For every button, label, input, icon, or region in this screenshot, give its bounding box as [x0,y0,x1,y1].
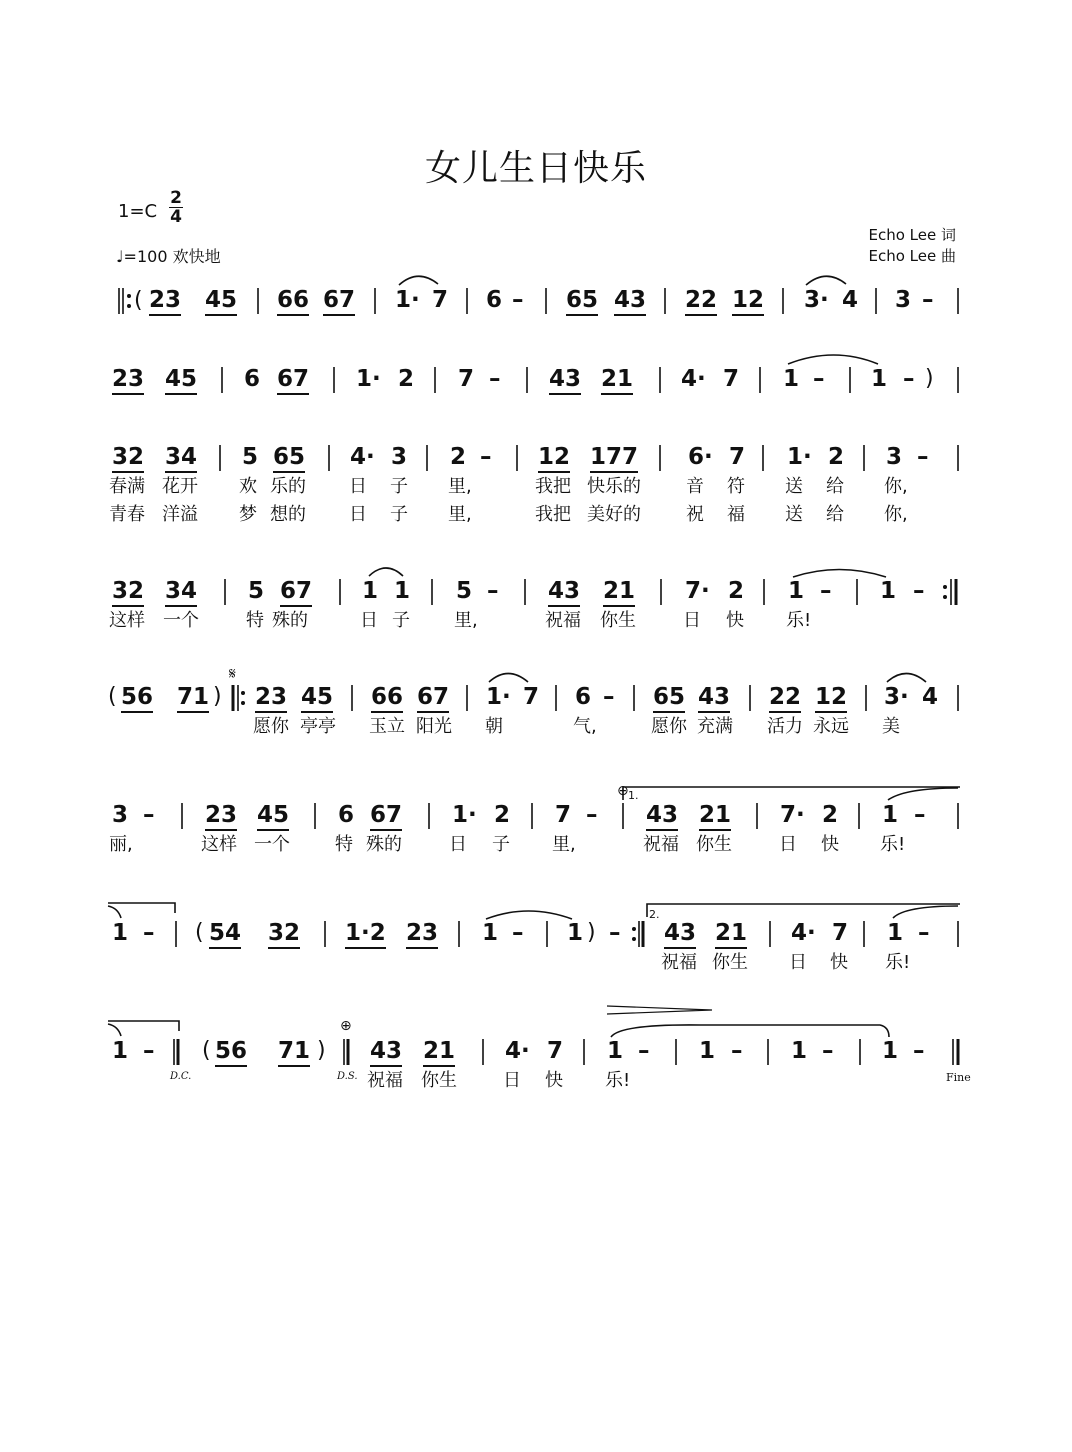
note-group: 22 [769,686,801,713]
lyric-word: 祝 [686,504,704,525]
note-group: – [638,1038,650,1064]
lyric-word: 子 [390,504,408,525]
lyric-word: 快 [830,952,848,973]
lyric-word: 气, [573,716,597,737]
note-group: 7 [729,444,746,470]
note-group: 56 [121,686,153,713]
lyric-word: 愿你 [651,716,687,737]
note-group: 43 [614,289,646,316]
note-group: 7 [723,366,740,392]
note-group: 21 [699,804,731,831]
note-group: 23 [406,922,438,949]
note-group: 4· [505,1038,530,1064]
note-group: – [914,802,926,828]
note-group: – [813,366,825,392]
note-group: 1· [787,444,812,470]
note-group: 1 [791,1038,808,1064]
lyric-word: 里, [448,476,472,497]
note-group: 7· [780,802,805,828]
note-group: – [913,578,925,604]
note-group: 2 [494,802,511,828]
lyric-word: 我把 [535,476,571,497]
note-group: 23 [149,289,181,316]
note-group: 7 [555,802,572,828]
note-group: – [489,366,501,392]
lyric-word: 日 [360,610,378,631]
lyric-word: 阳光 [416,716,452,737]
note-group: 7 [523,684,540,710]
lyric-word: 青春 [109,504,145,525]
coda-icon: ⊕ [340,1018,352,1034]
lyric-word: 美好的 [587,504,641,525]
note-group: 1 [394,578,411,604]
note-group: 65 [566,289,598,316]
note-group: 71 [177,686,209,713]
lyric-word: 送 [785,476,803,497]
lyric-word: 快 [726,610,744,631]
lyric-word: 日 [349,504,367,525]
note-group: – [143,920,155,946]
note-group: 1 [607,1038,624,1064]
lyric-word: 这样 [201,834,237,855]
lyric-word: 子 [390,476,408,497]
tempo-text: =100 欢快地 [123,247,221,266]
note-group: – [586,802,598,828]
note-group: 7 [432,287,449,313]
note-group: 6 [486,287,503,313]
close-paren: ) [317,1038,326,1063]
lyric-word: 日 [503,1070,521,1091]
note-group: 32 [112,580,144,607]
note-group: 65 [653,686,685,713]
note-group: 67 [280,580,312,607]
note-group: 2 [828,444,845,470]
note-group: 65 [273,446,305,473]
volta-2-label: 2. [649,908,660,921]
note-group: 1· [486,684,511,710]
lyricist-credit: Echo Lee 词 [868,226,956,244]
note-group: 34 [165,580,197,607]
lyric-word: 乐! [880,834,906,855]
note-group: 32 [268,922,300,949]
note-group: 54 [209,922,241,949]
note-group: 56 [215,1040,247,1067]
note-group: 1· [356,366,381,392]
note-group: 32 [112,446,144,473]
note-group: 1 [112,1038,129,1064]
note-group: 1 [112,920,129,946]
lyric-word: 乐的 [270,476,306,497]
note-group: 4 [842,287,859,313]
note-group: 3· [884,684,909,710]
note-group: – [922,287,934,313]
lyric-word: 里, [448,504,472,525]
note-group: 4· [791,920,816,946]
note-group: – [143,1038,155,1064]
note-group: 1 [699,1038,716,1064]
lyric-word: 祝福 [367,1070,403,1091]
lyric-word: 永远 [813,716,849,737]
lyric-word: 你生 [712,952,748,973]
song-title: 女儿生日快乐 [424,148,647,189]
note-group: 43 [698,686,730,713]
lyric-word: 我把 [535,504,571,525]
lyric-word: 朝 [485,716,503,737]
quarter-note-icon: ♩ [116,247,124,266]
note-group: 43 [664,922,696,949]
lyric-word: 特 [246,610,264,631]
note-group: – [731,1038,743,1064]
note-group: 7 [458,366,475,392]
note-group: 7 [547,1038,564,1064]
note-group: 4· [681,366,706,392]
note-group: 1 [880,578,897,604]
note-group: 67 [323,289,355,316]
note-group: 23 [112,368,144,395]
note-group: 3 [895,287,912,313]
note-group: 21 [715,922,747,949]
lyric-word: 你生 [696,834,732,855]
note-group: 1· [395,287,420,313]
note-group: 45 [301,686,333,713]
lyric-word: 里, [454,610,478,631]
note-group: 3 [391,444,408,470]
note-group: 1 [788,578,805,604]
note-group: 2 [728,578,745,604]
lyric-word: 亭亭 [300,716,336,737]
close-paren: ) [587,920,596,945]
lyric-word: 祝福 [545,610,581,631]
lyric-word: 音 [686,476,704,497]
note-group: 6 [338,802,355,828]
note-group: 1 [362,578,379,604]
note-group: 6 [575,684,592,710]
note-group: 2 [822,802,839,828]
note-group: 66 [277,289,309,316]
note-group: – [143,802,155,828]
lyric-word: 玉立 [369,716,405,737]
note-group: 1 [783,366,800,392]
note-group: 4· [350,444,375,470]
note-group: – [820,578,832,604]
note-group: – [512,920,524,946]
fine-mark: Fine [946,1071,971,1084]
note-group: – [917,444,929,470]
open-paren: ( [108,684,117,709]
lyric-word: 乐! [605,1070,631,1091]
lyric-word: 特 [335,834,353,855]
lyric-word: 花开 [162,476,198,497]
lyric-word: 美 [882,716,900,737]
lyric-word: 梦 [239,504,257,525]
note-group: 7· [685,578,710,604]
note-group: – [609,920,621,946]
open-paren: ( [134,288,143,313]
lyric-word: 日 [779,834,797,855]
note-group: – [512,287,524,313]
lyric-word: 快 [821,834,839,855]
note-group: – [487,578,499,604]
note-group: 71 [278,1040,310,1067]
lyric-word: 愿你 [253,716,289,737]
lyric-word: 洋溢 [162,504,198,525]
note-group: 1· [452,802,477,828]
volta-1-label: 1. [628,789,639,802]
note-group: – [822,1038,834,1064]
note-group: 67 [277,368,309,395]
lyric-word: 乐! [885,952,911,973]
dc-mark: D.C. [170,1071,192,1082]
note-group: 3 [886,444,903,470]
lyric-word: 殊的 [272,610,308,631]
note-group: 1 [871,366,888,392]
lyric-word: 日 [449,834,467,855]
lyric-word: 快乐的 [587,476,641,497]
note-group: 67 [417,686,449,713]
close-paren: ) [925,366,934,391]
note-group: 1 [567,920,584,946]
lyric-word: 这样 [109,610,145,631]
note-group: 12 [732,289,764,316]
time-signature-bottom: 4 [170,207,182,227]
note-group: 45 [205,289,237,316]
note-group: 1·2 [345,922,386,949]
note-group: 6· [688,444,713,470]
lyric-word: 你生 [421,1070,457,1091]
note-group: 2 [450,444,467,470]
lyric-word: 送 [785,504,803,525]
lyric-word: 快 [545,1070,563,1091]
note-group: – [913,1038,925,1064]
note-group: 4 [922,684,939,710]
note-group: 177 [590,446,638,473]
ds-mark: D.S. [337,1071,358,1082]
note-group: 23 [205,804,237,831]
lyric-word: 祝福 [661,952,697,973]
note-group: 1 [482,920,499,946]
note-group: – [903,366,915,392]
lyric-word: 祝福 [643,834,679,855]
note-group: 43 [646,804,678,831]
lyric-word: 殊的 [366,834,402,855]
note-group: 45 [257,804,289,831]
lyric-word: 你生 [600,610,636,631]
note-group: 21 [423,1040,455,1067]
time-signature-top: 2 [170,188,182,208]
note-group: 12 [815,686,847,713]
note-group: 45 [165,368,197,395]
lyric-word: 日 [349,476,367,497]
open-paren: ( [202,1038,211,1063]
lyric-word: 你, [884,504,908,525]
note-group: 5 [456,578,473,604]
close-paren: ) [213,684,222,709]
lyric-word: 给 [826,476,844,497]
lyric-word: 子 [492,834,510,855]
open-paren: ( [195,920,204,945]
lyric-word: 乐! [786,610,812,631]
note-group: 67 [370,804,402,831]
lyric-word: 日 [683,610,701,631]
lyric-word: 福 [727,504,745,525]
note-group: 7 [832,920,849,946]
note-group: 43 [548,580,580,607]
segno-icon: 𝄋 [229,664,236,683]
lyric-word: 符 [727,476,745,497]
note-group: 1 [882,802,899,828]
note-group: 6 [244,366,261,392]
lyric-word: 子 [392,610,410,631]
note-group: 34 [165,446,197,473]
note-group: 66 [371,686,403,713]
lyric-word: 一个 [254,834,290,855]
lyric-word: 日 [789,952,807,973]
note-group: 3· [804,287,829,313]
lyric-word: 里, [552,834,576,855]
note-group: 1 [887,920,904,946]
note-group: 1 [882,1038,899,1064]
note-group: 43 [549,368,581,395]
lyric-word: 充满 [697,716,733,737]
lyric-word: 一个 [163,610,199,631]
composer-credit: Echo Lee 曲 [868,247,956,265]
lyric-word: 想的 [270,504,306,525]
note-group: 5 [242,444,259,470]
note-group: 22 [685,289,717,316]
note-group: 23 [255,686,287,713]
note-group: 12 [538,446,570,473]
note-group: 21 [603,580,635,607]
key-label: 1=C [118,201,158,222]
note-group: 21 [601,368,633,395]
note-group: – [480,444,492,470]
note-group: – [603,684,615,710]
note-group: 3 [112,802,129,828]
lyric-word: 给 [826,504,844,525]
lyric-word: 活力 [767,716,803,737]
note-group: – [918,920,930,946]
note-group: 5 [248,578,265,604]
note-group: 2 [398,366,415,392]
lyric-word: 春满 [109,476,145,497]
coda-icon: ⊕ [617,783,629,799]
note-group: 43 [370,1040,402,1067]
lyric-word: 丽, [109,834,133,855]
lyric-word: 欢 [239,476,257,497]
lyric-word: 你, [884,476,908,497]
